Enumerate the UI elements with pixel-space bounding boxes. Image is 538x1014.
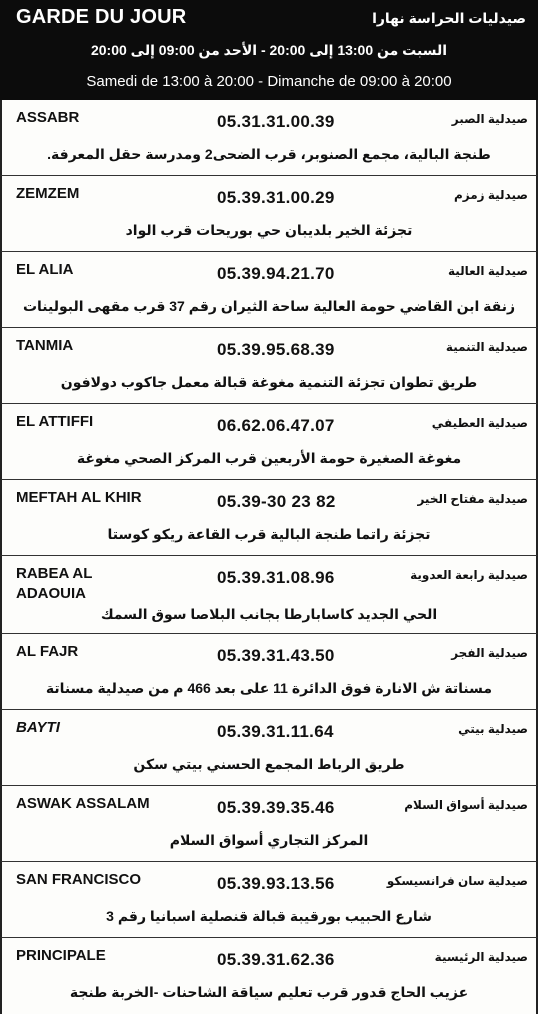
pharmacy-address: مغوغة الصغيرة حومة الأربعين قرب المركز الصحي مغوغة	[76, 450, 462, 466]
pharmacy-name-arabic: صيدلية العطيفي	[431, 416, 528, 430]
title-french: GARDE DU JOUR	[16, 6, 187, 28]
pharmacy-phone: 05.39.94.21.70	[217, 264, 335, 283]
pharmacy-address: شارع الحبيب بورقيبة قبالة قنصلية اسبانيا رقم 3	[106, 908, 432, 924]
pharmacy-entry	[0, 100, 538, 176]
pharmacy-phone: 05.39.31.62.36	[217, 950, 335, 969]
pharmacy-address: مسناتة ش الانارة فوق الدائرة 11 على بعد 466 م من صيدلية مسناتة	[45, 680, 493, 696]
pharmacy-phone: 05.39.39.35.46	[217, 798, 335, 817]
pharmacy-address: طريق تطوان تجزئة التنمية مغوغة قبالة معمل جاكوب دولافون	[60, 374, 478, 390]
title-arabic: صيدليات الحراسة نهارا	[372, 10, 526, 26]
pharmacy-entry	[0, 556, 538, 634]
pharmacy-address: تجزئة راتما طنجة البالية قرب القاعة ريكو كوستا	[107, 526, 431, 542]
pharmacy-entry	[0, 710, 538, 786]
pharmacy-name: RABEA AL ADAOUIA	[16, 565, 93, 602]
pharmacy-entry	[0, 252, 538, 328]
pharmacy-phone: 05.39.95.68.39	[217, 340, 335, 359]
header-banner	[0, 0, 538, 100]
pharmacy-address: الحي الجديد كاسابارطا بجانب البلاصا سوق السمك	[100, 606, 438, 622]
pharmacy-entry	[0, 176, 538, 252]
pharmacy-address: طنجة البالية، مجمع الصنوبر، قرب الضحى2 ومدرسة حقل المعرفة.	[47, 146, 491, 162]
pharmacy-name: ASWAK ASSALAM	[16, 795, 150, 812]
pharmacy-name-arabic: صيدلية التنمية	[445, 340, 528, 354]
pharmacy-name-arabic: صيدلية الرئيسية	[434, 950, 528, 964]
pharmacy-address: عزيب الحاج قدور قرب تعليم سياقة الشاحنات -الخربة طنجة	[69, 984, 469, 1000]
pharmacy-name: EL ATTIFFI	[16, 413, 94, 430]
pharmacy-name-arabic: صيدلية زمزم	[453, 188, 528, 202]
pharmacy-name: MEFTAH AL KHIR	[16, 489, 142, 506]
pharmacy-name-arabic: صيدلية بيتي	[458, 722, 528, 736]
pharmacy-name: AL FAJR	[16, 643, 79, 660]
pharmacy-entry	[0, 938, 538, 1014]
pharmacy-entry	[0, 634, 538, 710]
pharmacy-entry	[0, 404, 538, 480]
pharmacy-phone: 06.62.06.47.07	[217, 416, 335, 435]
pharmacy-name: TANMIA	[16, 337, 74, 354]
pharmacy-entry	[0, 786, 538, 862]
pharmacy-name-arabic: صيدلية الصبر	[451, 112, 528, 126]
pharmacy-phone: 05.31.31.00.39	[217, 112, 335, 131]
pharmacy-name-arabic: صيدلية سان فرانسيسكو	[386, 874, 528, 888]
pharmacy-entry	[0, 480, 538, 556]
pharmacy-address: طريق الرباط المجمع الحسني بيتي سكن	[133, 756, 405, 772]
pharmacy-name-arabic: صيدلية أسواق السلام	[404, 798, 528, 812]
hours-french: Samedi de 13:00 à 20:00 - Dimanche de 09:00 à 20:00	[86, 73, 452, 90]
pharmacy-entry	[0, 862, 538, 938]
pharmacy-phone: 05.39-30 23 82	[217, 492, 336, 511]
pharmacy-entry	[0, 328, 538, 404]
pharmacy-phone: 05.39.31.43.50	[217, 646, 335, 665]
pharmacy-address: زنقة ابن القاضي حومة العالية ساحة الثيران رقم 37 قرب مقهى البولينات	[22, 298, 516, 314]
pharmacy-name: BAYTI	[16, 719, 60, 736]
hours-arabic: السبت من 13:00 إلى 20:00 - الأحد من 09:00 إلى 20:00	[90, 42, 448, 58]
pharmacy-name-arabic: صيدلية مفتاح الخير	[417, 492, 528, 506]
pharmacy-address: تجزئة الخير بلديبان حي بوريحات قرب الواد	[125, 222, 413, 238]
pharmacy-phone: 05.39.31.11.64	[217, 722, 334, 741]
pharmacy-name: SAN FRANCISCO	[16, 871, 142, 888]
pharmacy-name: ZEMZEM	[16, 185, 80, 202]
pharmacy-name-arabic: صيدلية رابعة العدوية	[410, 568, 528, 582]
pharmacy-phone: 05.39.93.13.56	[217, 874, 335, 893]
pharmacy-name-arabic: صيدلية الفجر	[451, 646, 528, 660]
pharmacy-name-arabic: صيدلية العالية	[447, 264, 528, 278]
pharmacy-address: المركز التجاري أسواق السلام	[169, 832, 369, 848]
pharmacy-phone: 05.39.31.08.96	[217, 568, 335, 587]
pharmacy-name: PRINCIPALE	[16, 947, 106, 964]
pharmacy-list	[0, 100, 538, 1014]
pharmacy-name: ASSABR	[16, 109, 80, 126]
pharmacy-name: EL ALIA	[16, 261, 74, 278]
pharmacy-phone: 05.39.31.00.29	[217, 188, 335, 207]
